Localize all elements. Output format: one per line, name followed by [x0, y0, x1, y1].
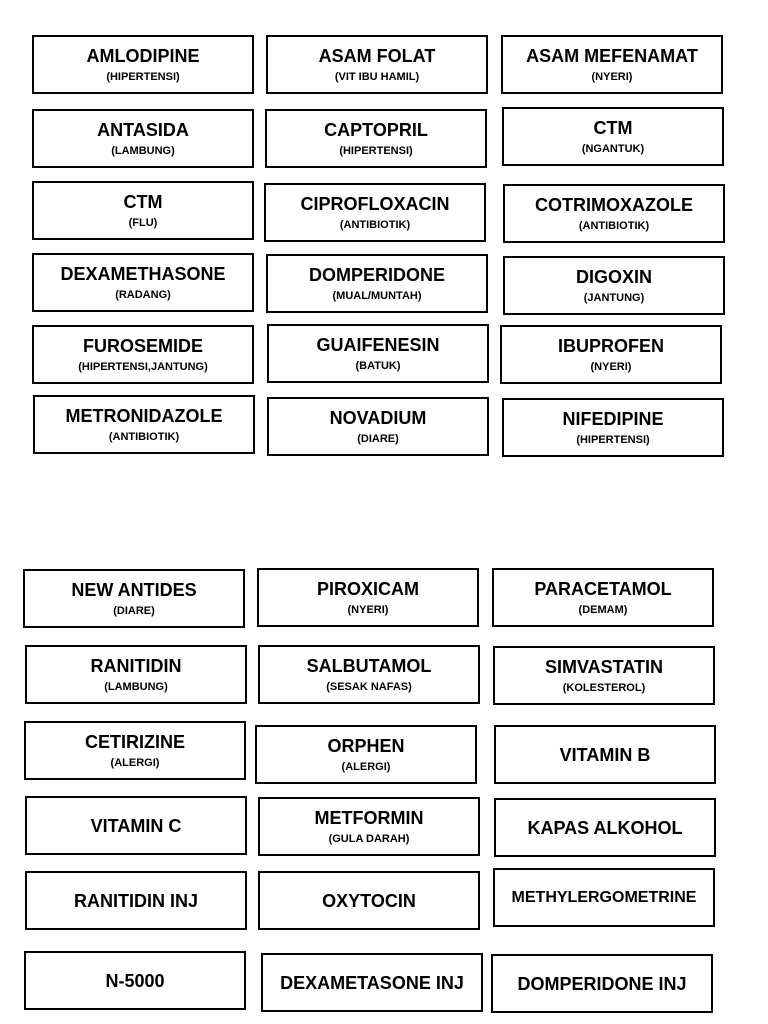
drug-name: ANTASIDA: [97, 120, 189, 140]
drug-indication: (SESAK NAFAS): [326, 681, 412, 693]
drug-name: NEW ANTIDES: [71, 580, 197, 600]
label-card: [502, 107, 724, 166]
label-card: [258, 797, 480, 856]
drug-name: RANITIDIN: [90, 656, 182, 676]
label-card: [258, 871, 480, 930]
drug-name: SIMVASTATIN: [545, 657, 663, 677]
drug-name: AMLODIPINE: [86, 46, 200, 66]
drug-indication: (HIPERTENSI): [339, 145, 413, 157]
label-card: [261, 953, 483, 1012]
label-card: [266, 35, 488, 94]
drug-indication: (FLU): [128, 217, 158, 229]
label-card: [255, 725, 477, 784]
drug-indication: (HIPERTENSI,JANTUNG): [78, 361, 208, 373]
drug-name: SALBUTAMOL: [306, 656, 432, 676]
label-card: [494, 725, 716, 784]
label-card: [33, 395, 255, 454]
drug-name: VITAMIN C: [90, 815, 182, 836]
label-card: [491, 954, 713, 1013]
label-card: [264, 183, 486, 242]
drug-name: PARACETAMOL: [534, 579, 672, 599]
label-card: [32, 35, 254, 94]
label-card: [500, 325, 722, 384]
label-card: [24, 951, 246, 1010]
drug-indication: (HIPERTENSI): [106, 71, 180, 83]
drug-name: METFORMIN: [314, 808, 424, 828]
label-card: [265, 109, 487, 168]
drug-name: IBUPROFEN: [557, 336, 664, 356]
drug-name: GUAIFENESIN: [316, 335, 440, 355]
drug-name: ASAM MEFENAMAT: [526, 46, 698, 66]
drug-name: OXYTOCIN: [322, 890, 416, 911]
drug-indication: (KOLESTEROL): [562, 682, 646, 694]
drug-name: CAPTOPRIL: [324, 120, 428, 140]
drug-name: FUROSEMIDE: [82, 336, 203, 356]
drug-name: N-5000: [105, 970, 165, 991]
drug-indication: (NYERI): [591, 71, 633, 83]
drug-indication: (NYERI): [590, 361, 632, 373]
drug-name: NIFEDIPINE: [562, 409, 664, 429]
drug-name: COTRIMOXAZOLE: [535, 195, 693, 215]
label-card: [258, 645, 480, 704]
label-card: [32, 109, 254, 168]
drug-name: CETIRIZINE: [84, 732, 185, 752]
label-card: [24, 721, 246, 780]
drug-indication: (HIPERTENSI): [576, 434, 650, 446]
drug-name: DEXAMETHASONE: [60, 264, 226, 284]
drug-name: VITAMIN B: [559, 744, 651, 765]
label-card: [494, 798, 716, 857]
drug-indication: (JANTUNG): [583, 292, 645, 304]
drug-name: CTM: [593, 118, 633, 138]
label-card: [267, 324, 489, 383]
label-card: [25, 796, 247, 855]
label-card: [503, 256, 725, 315]
drug-indication: (DIARE): [357, 433, 399, 445]
label-card: [503, 184, 725, 243]
label-card: [493, 868, 715, 927]
label-card: [267, 397, 489, 456]
drug-name: CIPROFLOXACIN: [300, 194, 450, 214]
label-card: [492, 568, 714, 627]
drug-name: NOVADIUM: [329, 408, 427, 428]
drug-indication: (ANTIBIOTIK): [578, 220, 650, 232]
label-card: [25, 871, 247, 930]
drug-indication: (BATUK): [355, 360, 401, 372]
label-card: [32, 253, 254, 312]
label-card: [32, 181, 254, 240]
drug-name: CTM: [123, 192, 163, 212]
drug-indication: (DEMAM): [578, 604, 628, 616]
drug-indication: (DIARE): [113, 605, 155, 617]
drug-indication: (ANTIBIOTIK): [108, 431, 180, 443]
drug-name: DIGOXIN: [575, 267, 652, 287]
label-card: [25, 645, 247, 704]
drug-indication: (VIT IBU HAMIL): [334, 71, 420, 83]
label-card: [501, 35, 723, 94]
drug-name: DEXAMETASONE INJ: [280, 972, 464, 993]
drug-name: DOMPERIDONE INJ: [517, 973, 687, 994]
drug-indication: (NGANTUK): [581, 143, 645, 155]
drug-name: RANITIDIN INJ: [73, 890, 198, 911]
drug-name: METHYLERGOMETRINE: [511, 888, 697, 906]
label-card: [502, 398, 724, 457]
label-card: [23, 569, 245, 628]
drug-indication: (ALERGI): [110, 757, 160, 769]
drug-indication: (LAMBUNG): [111, 145, 175, 157]
drug-name: METRONIDAZOLE: [65, 406, 223, 426]
label-card: [493, 646, 715, 705]
label-card: [32, 325, 254, 384]
drug-indication: (NYERI): [347, 604, 389, 616]
drug-indication: (ALERGI): [341, 761, 391, 773]
label-card: [257, 568, 479, 627]
drug-indication: (GULA DARAH): [328, 833, 410, 845]
drug-name: DOMPERIDONE: [308, 265, 445, 285]
drug-name: KAPAS ALKOHOL: [527, 817, 683, 838]
drug-indication: (ANTIBIOTIK): [339, 219, 411, 231]
drug-indication: (LAMBUNG): [104, 681, 168, 693]
drug-indication: (MUAL/MUNTAH): [332, 290, 422, 302]
drug-name: PIROXICAM: [316, 579, 419, 599]
drug-name: ASAM FOLAT: [318, 46, 436, 66]
drug-indication: (RADANG): [115, 289, 171, 301]
drug-name: ORPHEN: [327, 736, 405, 756]
label-card: [266, 254, 488, 313]
